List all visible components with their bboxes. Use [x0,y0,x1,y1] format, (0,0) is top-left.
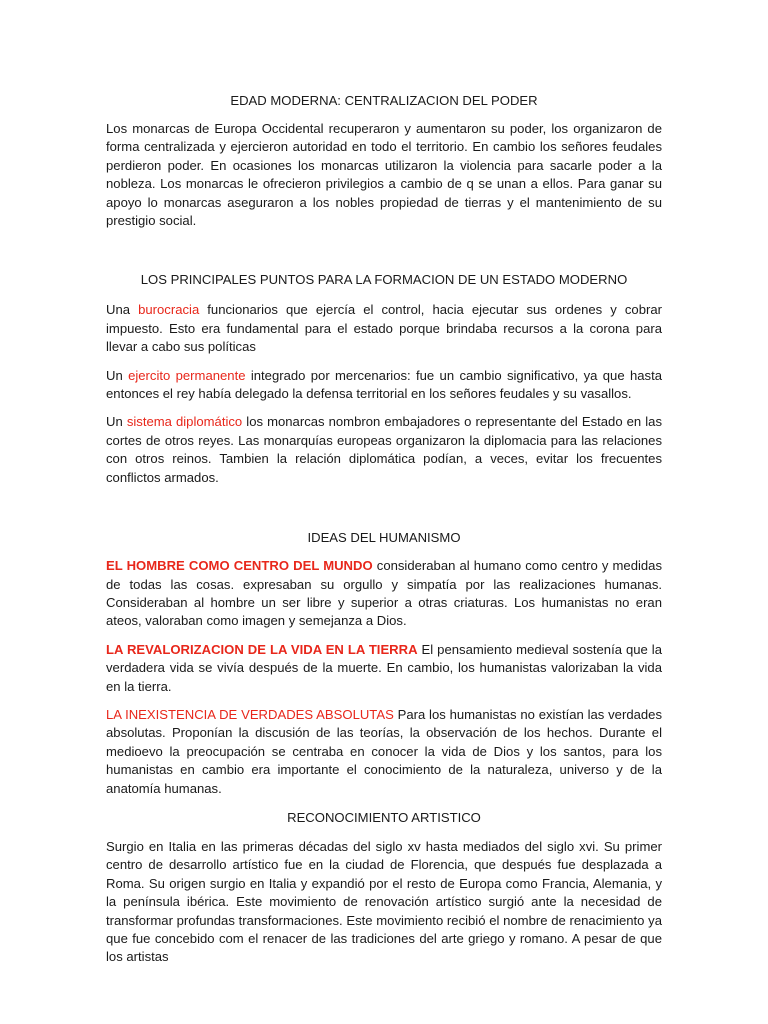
section-heading-edad-moderna: EDAD MODERNA: CENTRALIZACION DEL PODER [230,93,538,108]
paragraph-prefix: Una [106,302,131,318]
highlighted-term-ejercito: ejercito permanente [128,367,246,383]
highlighted-term-hombre-centro: EL HOMBRE COMO CENTRO DEL MUNDO [106,558,373,574]
paragraph-renacimiento: Surgio en Italia en las primeras décadas del siglo xv hasta mediados del siglo xvi. Su primer centro de desarrollo artístico fue en la ciudad de Florencia, que después fue desplazada a Roma. Su origen surgio en Italia y expandió por el resto de Europa como Francia, Alemania, y la península ibérica. Este movimiento de renovación artístico surgió ante la necesidad de transformar profundas transformaciones. Este movimiento recibió el nombre de renacimiento ya que fue concebido com el renacer de las tradiciones del arte griego y romano. A pesar de que los artistas [106,838,662,965]
paragraph-body: funcionarios que ejercía el control, hacia ejecutar sus ordenes y cobrar impuesto. Esto era fundamental para el estado porque brindaba recursos a la corona para llevar a cabo sus políticas [106,302,662,355]
paragraph-centralizacion: Los monarcas de Europa Occidental recuperaron y aumentaron su poder, los organizaron de forma centralizada y ejercieron autoridad en todo el territorio. En cambio los señores feudales perdieron poder. En ocasiones los monarcas utilizaron la violencia para sacarle poder a la nobleza. Los monarcas le ofrecieron privilegios a cambio de q se unan a ellos. Para ganar su apoyo lo monarcas aseguraron a los nobles propiedad de tierras y el mantenimiento de su prestigio social. [106,121,662,229]
paragraph-prefix: Un [106,367,123,383]
paragraph-diplomatico [106,413,662,487]
paragraph-body: integrado por mercenarios: fue un cambio significativo, ya que hasta entonces el rey había delegado la defensa territorial en los señores feudales y su vasallos. [106,367,662,402]
paragraph-hombre-centro [106,557,662,631]
section-heading-humanismo: IDEAS DEL HUMANISMO [307,530,461,546]
paragraph-revalorizacion [106,641,662,696]
highlighted-term-inexistencia: LA INEXISTENCIA DE VERDADES ABSOLUTAS [106,706,394,722]
paragraph-body: Para los humanistas no existían las verdades absolutas. Proponían la discusión de las teorías, la observación de los hechos. Durante el medioevo la preocupación se centraba en conocer la vida de Dios y los santos, para los humanistas en cambio era importante el conocimiento de la naturaleza, universo y de la anatomía humanas. [106,706,663,796]
highlighted-term-diplomatico: sistema diplomático [126,414,243,430]
paragraph-inexistencia [106,706,662,798]
highlighted-term-revalorizacion: LA REVALORIZACION DE LA VIDA EN LA TIERRA [106,641,418,657]
paragraph-ejercito [106,367,662,404]
paragraph-burocracia [106,301,662,356]
paragraph-body: El pensamiento medieval sostenía que la verdadera vida se vivía después de la muerte. En cambio, los humanistas valorizaban la vida en la tierra. [106,641,663,694]
highlighted-term-burocracia: burocracia [138,302,200,318]
paragraph-prefix: Un [106,414,123,430]
section-heading-reconocimiento: RECONOCIMIENTO ARTISTICO [287,809,481,825]
section-heading-estado-moderno: LOS PRINCIPALES PUNTOS PARA LA FORMACION DE UN ESTADO MODERNO [140,272,628,288]
paragraph-body: los monarcas nombron embajadores o representante del Estado en las cortes de otros reyes. Las monarquías europeas organizaron la diplomacia para las relaciones con otros reinos. Tambien la relación diplomática podían, a veces, evitar los frecuentes conflictos armados. [106,414,663,485]
paragraph-body: consideraban al humano como centro y medidas de todas las cosas. expresaban su orgullo y simpatía por las realizaciones humanas. Consideraban al hombre un ser libre y superior a otras criaturas. Los humanistas no eran ateos, valoraban como imagen y semejanza a Dios. [106,558,662,629]
